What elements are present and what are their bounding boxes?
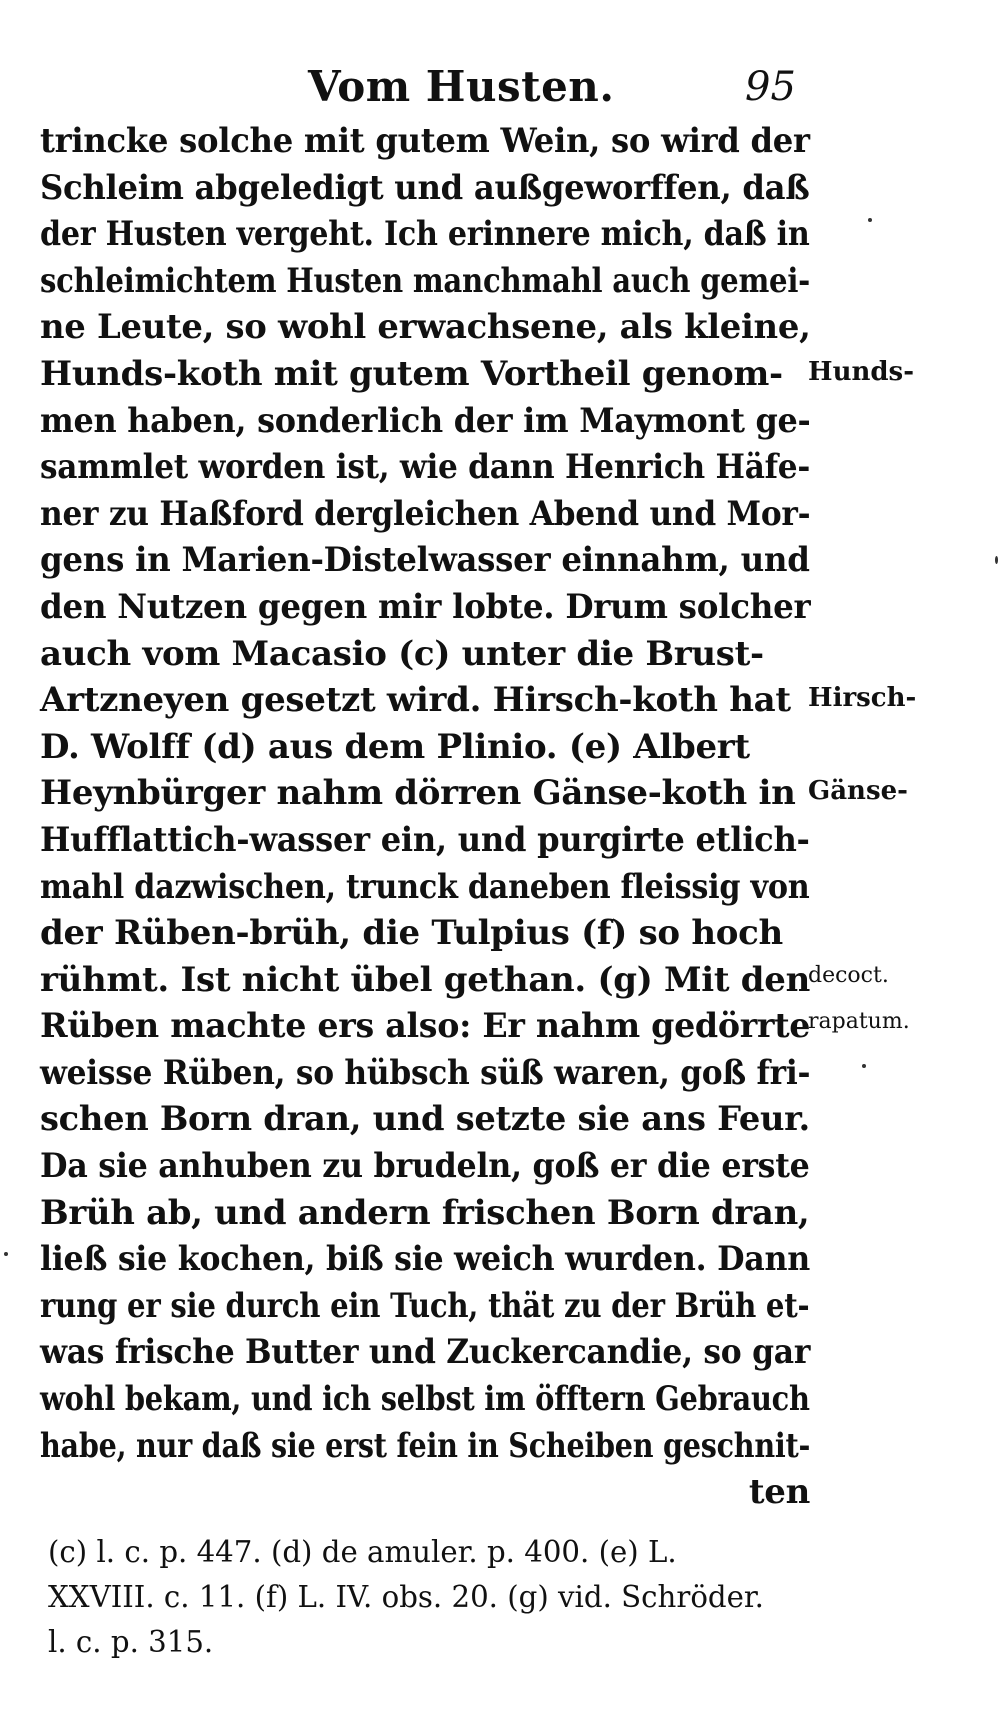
text-line: rung er sie durch ein Tuch, thät zu der Brüh et- <box>40 1285 810 1326</box>
text-line: D. Wolff (d) aus dem Plinio. (e) Albert <box>40 726 750 767</box>
text-line: ner zu Haßford dergleichen Abend und Mor- <box>40 493 811 534</box>
page-number: 95 <box>745 64 796 110</box>
text-line: trincke solche mit gutem Wein, so wird der <box>40 121 810 161</box>
text-line: Hunds-koth mit gutem Vortheil genom- <box>40 353 783 394</box>
text-line: Hufflattich-wasser ein, und purgirte etlich- <box>40 819 810 860</box>
footnote-line: XXVIII. c. 11. (f) L. IV. obs. 20. (g) vid. Schröder. <box>48 1580 764 1615</box>
footnote-line: (c) l. c. p. 447. (d) de amuler. p. 400. (e) L. <box>48 1535 677 1570</box>
print-speck <box>4 1252 8 1256</box>
margin-note: Hunds- <box>808 357 914 387</box>
text-line: Heynbürger nahm dörren Gänse-koth in <box>40 773 796 814</box>
text-line: Da sie anhuben zu brudeln, goß er die erste <box>40 1146 810 1187</box>
text-line: Artzneyen gesetzt wird. Hirsch-koth hat <box>40 680 791 721</box>
margin-note: rapatum. <box>808 1009 910 1035</box>
text-line: Rüben machte ers also: Er nahm gedörrte <box>40 1006 811 1047</box>
print-speck <box>868 218 872 222</box>
margin-note: Hirsch- <box>808 683 917 714</box>
text-line: wohl bekam, und ich selbst im öfftern Gebrauch <box>40 1379 810 1420</box>
text-line: der Husten vergeht. Ich erinnere mich, daß in <box>40 214 810 255</box>
margin-notes <box>808 0 998 1711</box>
text-line: schen Born dran, und setzte sie ans Feur. <box>40 1099 810 1140</box>
running-head <box>40 62 800 112</box>
print-speck <box>862 1064 866 1068</box>
text-line: habe, nur daß sie erst fein in Scheiben geschnit- <box>40 1425 811 1466</box>
margin-note: decoct. <box>808 962 889 988</box>
text-line: was frische Butter und Zuckercandie, so gar <box>40 1332 811 1373</box>
text-line: den Nutzen gegen mir lobte. Drum solcher <box>40 586 811 627</box>
footnote-line: l. c. p. 315. <box>48 1625 214 1660</box>
text-line: der Rüben-brüh, die Tulpius (f) so hoch <box>40 913 783 954</box>
text-line: ne Leute, so wohl erwachsene, als kleine, <box>40 307 811 348</box>
text-line: ten <box>748 1472 810 1513</box>
text-line: mahl dazwischen, trunck daneben fleissig von <box>40 866 810 907</box>
text-line: men haben, sonderlich der im Maymont ge- <box>40 400 811 441</box>
text-line: Schleim abgeledigt und außgeworffen, daß <box>40 167 810 208</box>
text-line: sammlet worden ist, wie dann Henrich Häfe- <box>40 447 811 488</box>
running-title: Vom Husten. <box>308 62 615 111</box>
margin-note: Gänse- <box>808 776 908 807</box>
text-line: schleimichtem Husten manchmahl auch gemei- <box>40 260 810 301</box>
text-line: ließ sie kochen, biß sie weich wurden. Dann <box>40 1239 810 1280</box>
print-speck <box>995 556 998 564</box>
text-line: gens in Marien-Distelwasser einnahm, und <box>40 540 810 581</box>
text-line: auch vom Macasio (c) unter die Brust- <box>40 633 764 674</box>
text-line: weisse Rüben, so hübsch süß waren, goß fri- <box>40 1052 811 1093</box>
text-line: Brüh ab, und andern frischen Born dran, <box>40 1192 810 1233</box>
body-text <box>40 118 810 1516</box>
footnotes <box>48 1530 828 1665</box>
text-line: rühmt. Ist nicht übel gethan. (g) Mit den <box>40 959 810 1000</box>
